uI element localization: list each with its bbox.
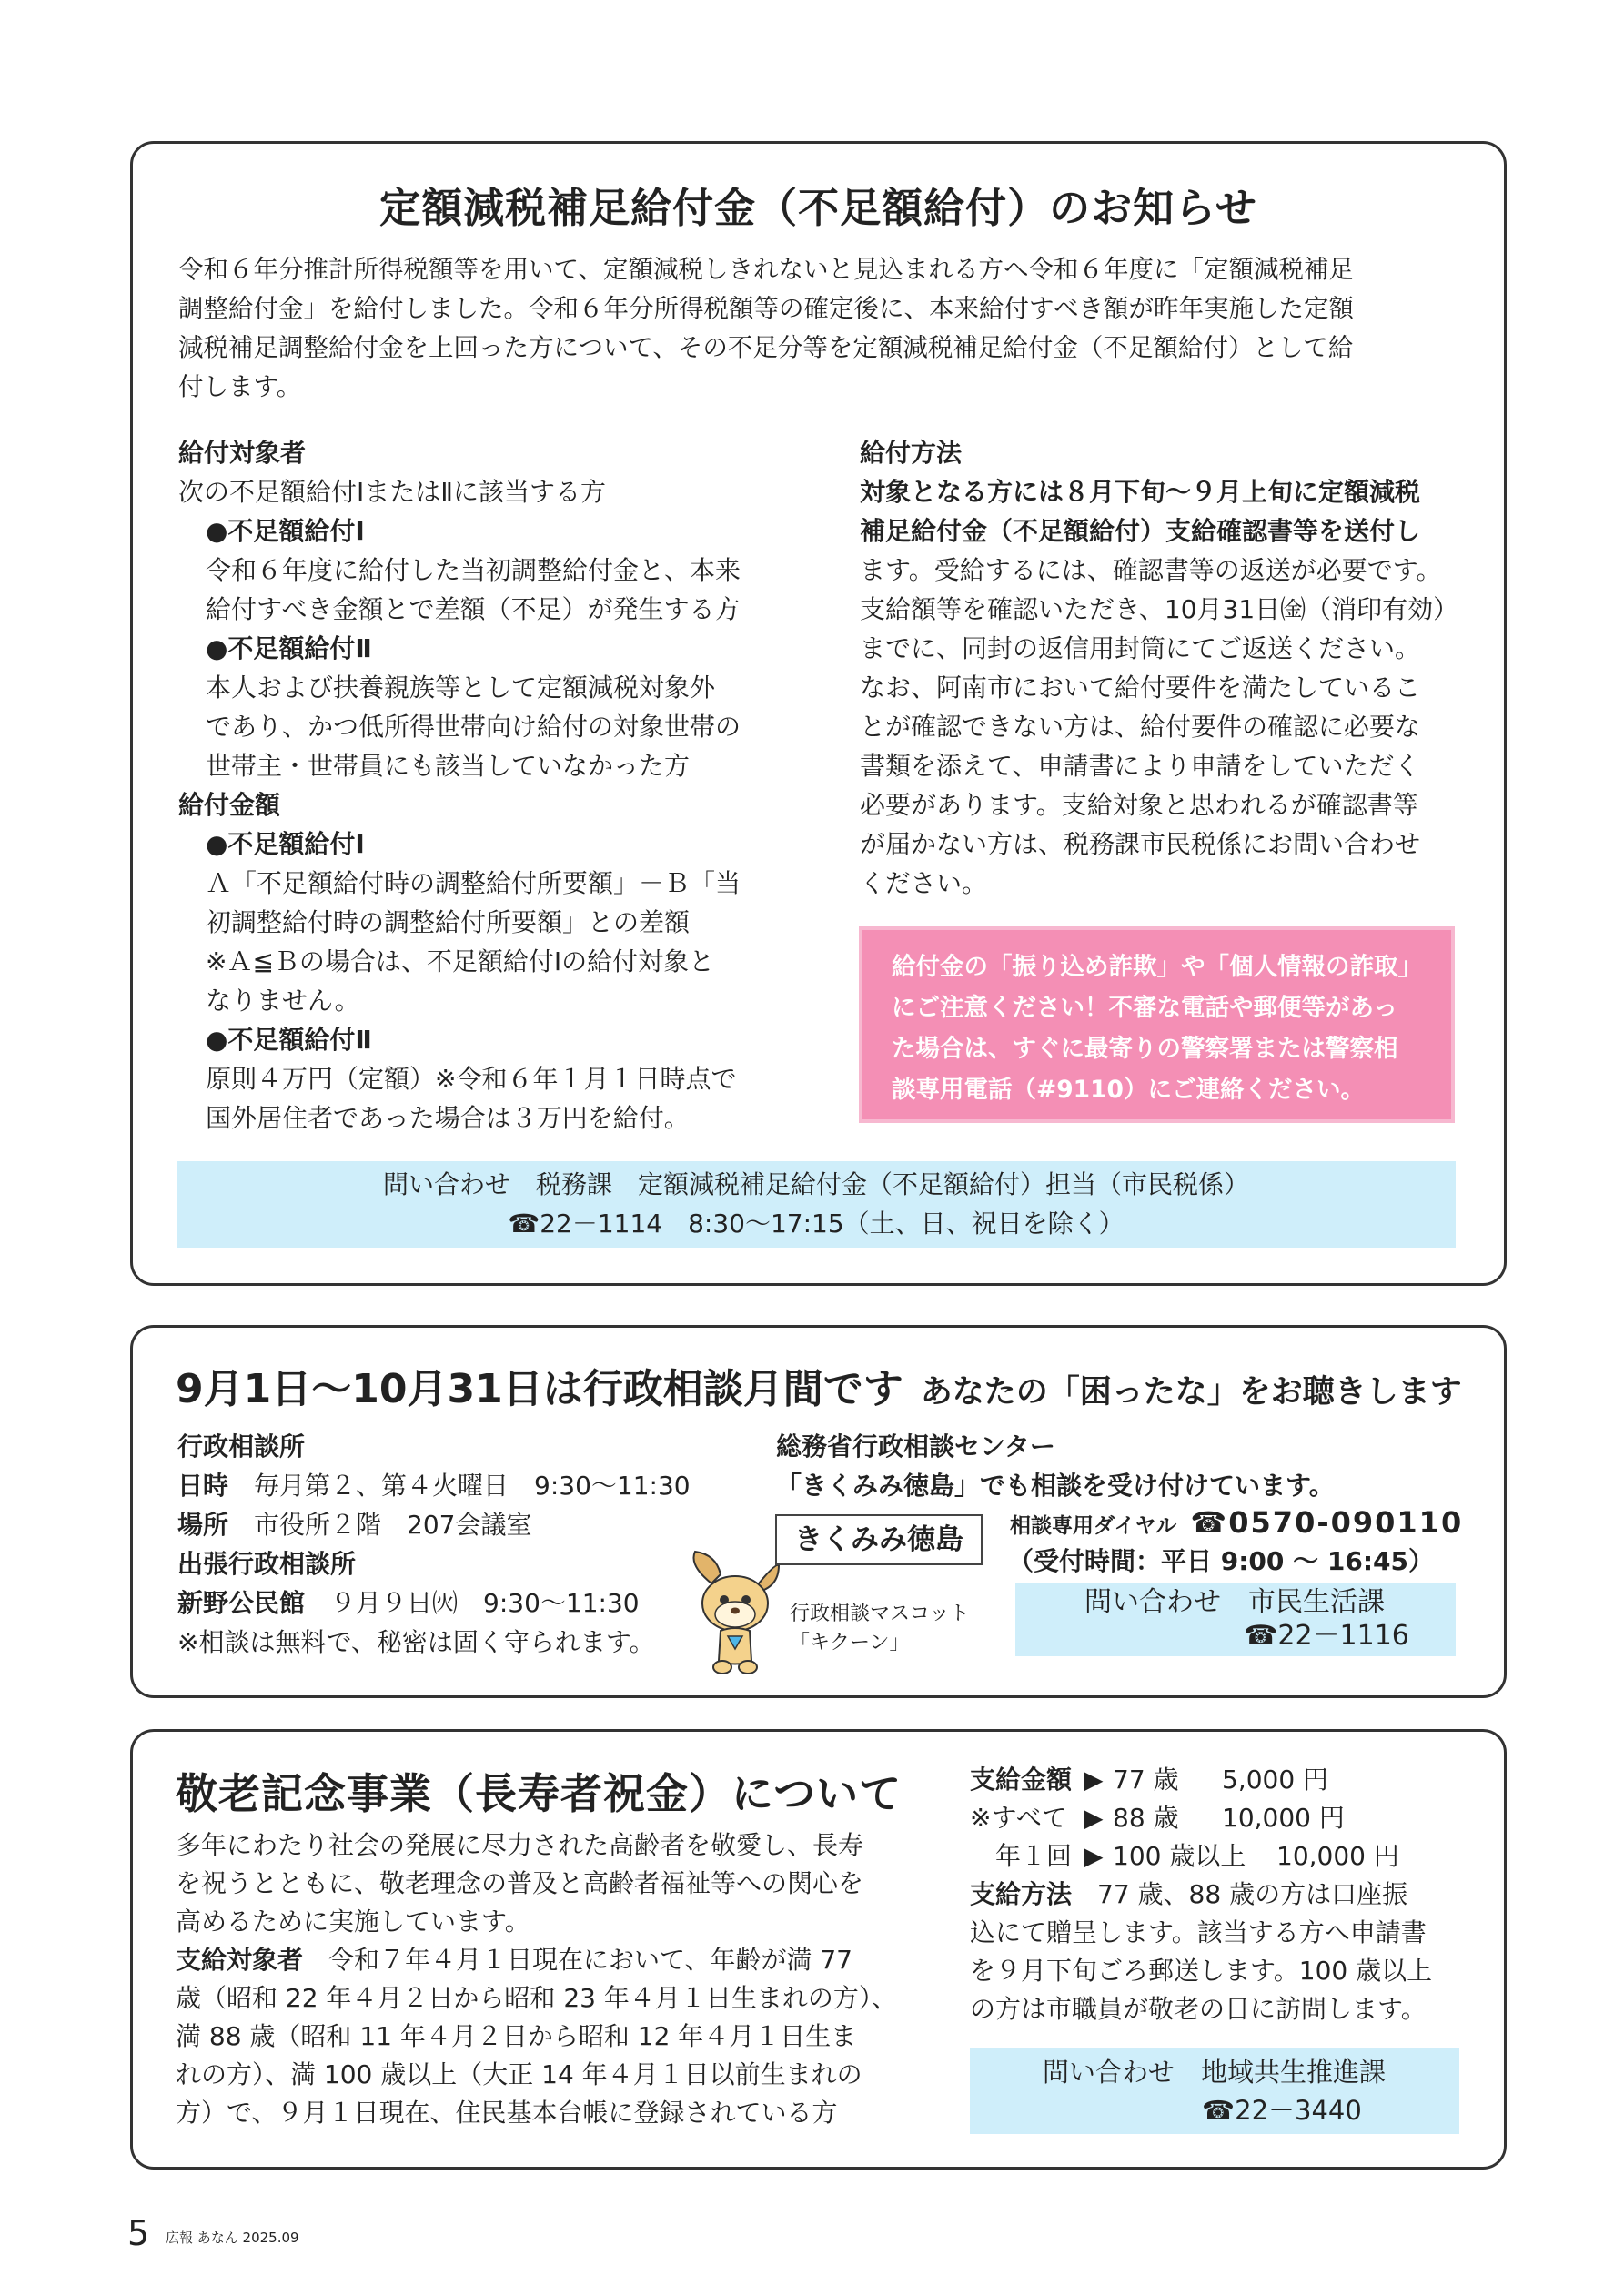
amount-row-label: 支給金額 bbox=[970, 1765, 1073, 1795]
payment-method-heading: 給付方法 bbox=[860, 438, 963, 468]
payment-method-line: ください。 bbox=[860, 868, 988, 898]
amount-value: 10,000 円 bbox=[1222, 1803, 1345, 1833]
payment-method-line bbox=[970, 1990, 1479, 2028]
mascot-caption bbox=[790, 1600, 970, 1658]
payment-method-line bbox=[970, 1876, 1479, 1914]
payment-method-column bbox=[860, 433, 1478, 903]
schedule-text: 市役所２階 207会議室 bbox=[228, 1510, 532, 1540]
schedule-line bbox=[177, 1583, 723, 1623]
amount-age: 100 歳以上 bbox=[1113, 1841, 1246, 1871]
amount-row bbox=[970, 1799, 1479, 1837]
eligibility-line: 次の不足額給付ⅠまたはⅡに該当する方 bbox=[178, 477, 607, 507]
aged-body-text: 令和７年４月１日現在において、年齢が満 77 bbox=[303, 1945, 852, 1975]
mascot-caption-line: 行政相談マスコット bbox=[790, 1603, 970, 1625]
consultation-subtitle: あなたの「困ったな」をお聴きします bbox=[920, 1374, 1462, 1411]
payment-method-line: までに、同封の返信用封筒にてご返送ください。 bbox=[860, 633, 1421, 663]
aged-body-text: 歳（昭和 22 年４月２日から昭和 23 年４月１日生まれの方）、 bbox=[176, 1983, 897, 2013]
eligibility-heading: ●不足額給付Ⅱ bbox=[206, 1025, 372, 1055]
section3-title: 敬老記念事業（長寿者祝金）について bbox=[176, 1769, 903, 1818]
citizen-life-contact-label: 問い合わせ 市民生活課 bbox=[1084, 1586, 1385, 1618]
payment-method-line: 必要があります。支給対象と思われるが確認書等 bbox=[860, 790, 1418, 820]
aged-body-text: 方）で、９月１日現在、住民基本台帳に登録されている方 bbox=[176, 2098, 838, 2128]
schedule-line bbox=[177, 1466, 723, 1505]
aged-body-line bbox=[176, 2056, 931, 2094]
eligibility-heading: ●不足額給付Ⅰ bbox=[206, 829, 365, 859]
mascot-caption-name: 「キクーン」 bbox=[790, 1632, 910, 1654]
intro-line: 付します。 bbox=[178, 372, 302, 401]
eligibility-line: 世帯主・世帯員にも該当していなかった方 bbox=[206, 751, 691, 781]
payment-method-line: とが確認できない方は、給付要件の確認に必要な bbox=[860, 712, 1421, 742]
community-contact-tel: ☎22－3440 bbox=[1202, 2095, 1362, 2126]
triangle-right-icon: ▶ bbox=[1084, 1841, 1104, 1871]
schedule-label: 日時 bbox=[177, 1471, 229, 1501]
citizen-life-contact-box bbox=[1015, 1583, 1456, 1656]
schedule-label: 場所 bbox=[177, 1510, 229, 1540]
section1-intro bbox=[178, 250, 1470, 407]
schedule-line bbox=[177, 1427, 723, 1466]
payment-method-text: 込にて贈呈します。該当する方へ申請書 bbox=[970, 1917, 1427, 1947]
aged-body-text: 高めるために実施しています。 bbox=[176, 1907, 530, 1937]
eligibility-line: 原則４万円（定額）※令和６年１月１日時点で bbox=[206, 1064, 737, 1094]
eligibility-line: 国外居住者であった場合は３万円を給付。 bbox=[206, 1103, 690, 1133]
payment-method-label: 支給方法 bbox=[970, 1879, 1073, 1909]
payment-method-line: なお、阿南市において給付要件を満たしているこ bbox=[860, 673, 1421, 703]
schedule-label: 出張行政相談所 bbox=[177, 1549, 357, 1579]
dial-hours: （受付時間：平日 9:00 ～ 16:45） bbox=[1008, 1546, 1435, 1576]
payment-method-line: 補足給付金（不足額給付）支給確認書等を送付し bbox=[860, 516, 1421, 546]
schedule-label: 行政相談所 bbox=[177, 1431, 306, 1462]
payment-method-line: 書類を添えて、申請書により申請をしていただく bbox=[860, 751, 1420, 781]
amount-value: 10,000 円 bbox=[1276, 1841, 1399, 1871]
center-heading: 総務省行政相談センター bbox=[776, 1431, 1055, 1462]
warning-line: た場合は、すぐに最寄りの警察署または警察相 bbox=[892, 1035, 1398, 1063]
payment-method-line: 対象となる方には８月下旬～９月上旬に定額減税 bbox=[860, 477, 1421, 507]
triangle-right-icon: ▶ bbox=[1084, 1765, 1104, 1795]
page-number: 5 bbox=[127, 2213, 150, 2253]
amount-row bbox=[970, 1837, 1479, 1876]
aged-body-text: れの方）、満 100 歳以上（大正 14 年４月１日以前生まれの bbox=[176, 2059, 862, 2089]
aged-body-label: 支給対象者 bbox=[176, 1945, 304, 1975]
eligibility-line: 給付すべき金額とで差額（不足）が発生する方 bbox=[206, 594, 741, 624]
aged-body-line bbox=[176, 1826, 931, 1865]
payment-method-text: を９月下旬ごろ郵送します。100 歳以上 bbox=[970, 1956, 1433, 1986]
aged-body-line bbox=[176, 2018, 931, 2056]
payment-method-text: 77 歳、88 歳の方は口座振 bbox=[1072, 1879, 1408, 1909]
amount-row-label: ※すべて bbox=[970, 1803, 1067, 1833]
aged-body-line bbox=[176, 1979, 931, 2018]
eligibility-heading: ●不足額給付Ⅰ bbox=[206, 516, 365, 546]
eligibility-heading: 給付金額 bbox=[178, 790, 281, 820]
intro-line: 減税補足調整給付金を上回った方について、その不足分等を定額減税補足給付金（不足額給付）として給 bbox=[178, 333, 1354, 362]
eligibility-line: Ａ「不足額給付時の調整給付所要額」－Ｂ「当 bbox=[206, 868, 741, 898]
aged-body-line bbox=[176, 1903, 931, 1941]
payment-method-text bbox=[970, 1876, 1479, 2028]
aged-body-line bbox=[176, 1941, 931, 1979]
amount-age: 77 歳 bbox=[1113, 1765, 1179, 1795]
kikuun-mascot-icon bbox=[684, 1547, 786, 1684]
payment-method-line bbox=[970, 1914, 1479, 1952]
payment-method-text: の方は市職員が敬老の日に訪問します。 bbox=[970, 1994, 1427, 2024]
schedule-text: 毎月第２、第４火曜日 9:30～11:30 bbox=[228, 1471, 691, 1501]
dial-row bbox=[1010, 1505, 1463, 1540]
eligibility-line: 初調整給付時の調整給付所要額」との差額 bbox=[206, 907, 691, 937]
payment-method-line bbox=[970, 1952, 1479, 1990]
schedule-text: ９月９日㈫ 9:30～11:30 bbox=[305, 1588, 640, 1618]
dial-number: ☎0570-090110 bbox=[1190, 1505, 1464, 1540]
kikumimi-logo-box bbox=[775, 1514, 983, 1565]
eligibility-line: ※Ａ≦Ｂの場合は、不足額給付Ⅰの給付対象と bbox=[206, 946, 715, 976]
warning-line: にご注意ください！不審な電話や郵便等があっ bbox=[892, 994, 1398, 1022]
warning-line: 給付金の「振り込め詐欺」や「個人情報の詐取」 bbox=[892, 953, 1422, 981]
kikumimi-logo-text: きくみみ徳島 bbox=[794, 1523, 963, 1556]
eligibility-line: なりません。 bbox=[206, 986, 360, 1016]
eligibility-line: 本人および扶養親族等として定額減税対象外 bbox=[206, 673, 716, 703]
eligibility-heading: ●不足額給付Ⅱ bbox=[206, 633, 372, 663]
community-contact-box bbox=[970, 2048, 1459, 2134]
consultation-title: 9月1日～10月31日は行政相談月間です bbox=[176, 1366, 903, 1412]
tax-contact-phone: ☎22－1114 8:30～17:15（土、日、祝日を除く） bbox=[508, 1209, 1125, 1239]
tax-contact-box bbox=[177, 1161, 1456, 1248]
schedule-label: 新野公民館 bbox=[177, 1588, 306, 1618]
fraud-warning-box bbox=[859, 926, 1455, 1123]
triangle-right-icon: ▶ bbox=[1084, 1803, 1104, 1833]
aged-celebration-body bbox=[176, 1826, 931, 2132]
amount-value: 5,000 円 bbox=[1222, 1765, 1329, 1795]
eligibility-column bbox=[178, 433, 815, 1138]
payment-method-line: が届かない方は、税務課市民税係にお問い合わせ bbox=[860, 829, 1421, 859]
section2-title bbox=[176, 1356, 1495, 1414]
center-subheading: 「きくみみ徳島」でも相談を受け付けています。 bbox=[776, 1471, 1335, 1501]
community-contact-label: 問い合わせ 地域共生推進課 bbox=[1043, 2057, 1387, 2088]
eligibility-line: 令和６年度に給付した当初調整給付金と、本来 bbox=[206, 555, 741, 585]
amount-row bbox=[970, 1761, 1479, 1799]
section1-title: 定額減税補足給付金（不足額給付）のお知らせ bbox=[379, 184, 1257, 232]
dial-label: 相談専用ダイヤル bbox=[1010, 1514, 1177, 1538]
eligibility-heading: 給付対象者 bbox=[178, 438, 307, 468]
aged-body-text: 満 88 歳（昭和 11 年４月２日から昭和 12 年４月１日生ま bbox=[176, 2021, 857, 2051]
payment-amount-table bbox=[970, 1761, 1479, 1876]
intro-line: 令和６年分推計所得税額等を用いて、定額減税しきれないと見込まれる方へ令和６年度に「定額減税補足 bbox=[178, 255, 1354, 284]
schedule-line bbox=[177, 1623, 723, 1662]
consultation-schedule bbox=[177, 1427, 723, 1662]
payment-method-line: 支給額等を確認いただき、10月31日㈮（消印有効） bbox=[860, 594, 1459, 624]
schedule-line bbox=[177, 1505, 723, 1544]
amount-row-label: 年１回 bbox=[995, 1841, 1073, 1871]
aged-body-text: を祝うとともに、敬老理念の普及と高齢者福祉等への関心を bbox=[176, 1868, 864, 1898]
payment-method-line: ます。受給するには、確認書等の返送が必要です。 bbox=[860, 555, 1442, 585]
tax-contact-line: 問い合わせ 税務課 定額減税補足給付金（不足額給付）担当（市民税係） bbox=[382, 1169, 1249, 1199]
schedule-text: ※相談は無料で、秘密は固く守られます。 bbox=[177, 1627, 655, 1657]
warning-line: 談専用電話（#9110）にご連絡ください。 bbox=[892, 1076, 1365, 1104]
aged-body-text: 多年にわたり社会の発展に尽力された高齢者を敬愛し、長寿 bbox=[176, 1830, 864, 1860]
aged-body-line bbox=[176, 2094, 931, 2132]
aged-body-line bbox=[176, 1865, 931, 1903]
schedule-line bbox=[177, 1544, 723, 1583]
amount-age: 88 歳 bbox=[1113, 1803, 1179, 1833]
publication-name: 広報 あなん 2025.09 bbox=[166, 2230, 299, 2246]
intro-line: 調整給付金」を給付しました。令和６年分所得税額等の確定後に、本来給付すべき額が昨年実施した定額 bbox=[178, 294, 1354, 323]
citizen-life-contact-tel: ☎22－1116 bbox=[1244, 1620, 1409, 1652]
eligibility-line: であり、かつ低所得世帯向け給付の対象世帯の bbox=[206, 712, 741, 742]
